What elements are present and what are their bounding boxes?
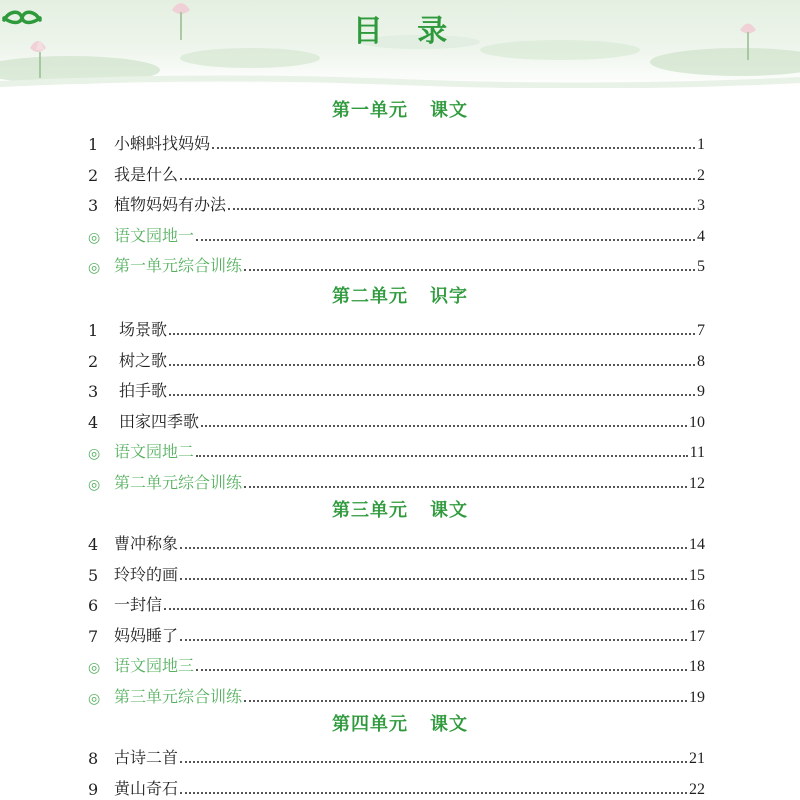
circle-bullet-icon: ◎: [88, 260, 101, 277]
section-type: 课文: [430, 100, 468, 121]
toc-entry[interactable]: [88, 467, 705, 493]
dot-leader: [244, 700, 687, 702]
section-heading: [0, 496, 800, 522]
entry-title: 小蝌蚪找妈妈: [114, 134, 211, 153]
entry-page-number: 17: [689, 627, 705, 645]
circle-bullet-icon: ◎: [88, 660, 101, 677]
section-heading: [0, 710, 800, 736]
toc-entry[interactable]: [88, 436, 705, 462]
entry-number: 2: [88, 165, 99, 185]
entry-number: 2: [88, 351, 99, 371]
toc-entry[interactable]: [88, 528, 705, 554]
entry-number: 1: [88, 321, 99, 340]
dot-leader: [164, 608, 687, 610]
section-heading: [0, 96, 800, 122]
toc-entry[interactable]: [88, 773, 705, 799]
section-unit: 第三单元: [332, 500, 408, 521]
dot-leader: [196, 669, 687, 671]
entry-title: 曹冲称象: [114, 534, 179, 553]
entry-number: 9: [88, 779, 99, 799]
entry-title: 第二单元综合训练: [114, 473, 243, 492]
circle-bullet-icon: ◎: [88, 229, 101, 246]
entry-page-number: 21: [689, 750, 705, 767]
entry-title: 古诗二首: [114, 748, 179, 767]
entry-number: 8: [88, 749, 99, 768]
section-type: 课文: [430, 714, 468, 735]
entry-number: 4: [88, 535, 99, 554]
entry-page-number: 8: [697, 352, 705, 370]
entry-title: 黄山奇石: [114, 778, 179, 798]
toc-entry[interactable]: [88, 589, 705, 615]
section-unit: 第四单元: [332, 714, 408, 735]
toc-entry[interactable]: [88, 620, 705, 646]
entry-number: 5: [88, 565, 99, 585]
toc-entry[interactable]: [88, 406, 705, 432]
entry-page-number: 10: [689, 413, 705, 431]
dot-leader: [212, 147, 695, 149]
dot-leader: [196, 455, 688, 457]
entry-page-number: 18: [689, 658, 705, 676]
dot-leader: [244, 269, 695, 271]
toc-entry[interactable]: [88, 314, 705, 340]
section-type: 识字: [430, 286, 468, 307]
circle-bullet-icon: ◎: [88, 446, 101, 463]
toc-entry[interactable]: [88, 650, 705, 676]
entry-title: 拍手歌: [119, 381, 168, 401]
entry-title: 场景歌: [119, 320, 168, 339]
entry-title: 第三单元综合训练: [114, 687, 243, 706]
dot-leader: [228, 208, 695, 210]
entry-page-number: 3: [697, 197, 705, 215]
dot-leader: [201, 425, 687, 427]
entry-number: 1: [88, 135, 99, 154]
entry-page-number: 12: [689, 475, 705, 492]
dot-leader: [180, 178, 695, 180]
toc-entry[interactable]: [88, 559, 705, 585]
toc-entry[interactable]: [88, 159, 705, 185]
dot-leader: [244, 486, 687, 488]
entry-title: 语文园地三: [114, 656, 195, 676]
section-unit: 第二单元: [332, 286, 408, 307]
dot-leader: [180, 639, 687, 641]
entry-title: 田家四季歌: [119, 411, 200, 431]
entry-number: 3: [88, 382, 99, 402]
toc-entry[interactable]: [88, 250, 705, 276]
entry-title: 语文园地二: [114, 442, 195, 462]
entry-title: 一封信: [114, 595, 163, 615]
dot-leader: [169, 394, 695, 396]
entry-title: 第一单元综合训练: [114, 256, 243, 276]
entry-title: 植物妈妈有办法: [114, 195, 227, 215]
dot-leader: [169, 364, 695, 366]
dot-leader: [180, 578, 687, 580]
entry-title: 我是什么: [114, 164, 179, 184]
section-type: 课文: [430, 500, 468, 521]
entry-title: 树之歌: [119, 350, 168, 370]
toc-entry[interactable]: [88, 128, 705, 154]
dot-leader: [180, 547, 687, 549]
dot-leader: [180, 792, 687, 794]
dot-leader: [196, 239, 695, 241]
entry-number: 4: [88, 412, 99, 432]
dot-leader: [169, 333, 695, 335]
entry-number: 7: [88, 626, 99, 646]
entry-page-number: 9: [697, 383, 705, 401]
circle-bullet-icon: ◎: [88, 477, 101, 493]
entry-page-number: 11: [689, 444, 705, 462]
toc-entry[interactable]: [88, 345, 705, 371]
entry-title: 玲玲的画: [114, 564, 179, 584]
entry-page-number: 22: [689, 780, 705, 798]
entry-title: 妈妈睡了: [114, 625, 179, 645]
circle-bullet-icon: ◎: [88, 691, 101, 707]
toc-entry[interactable]: [88, 375, 705, 401]
section-unit: 第一单元: [332, 100, 408, 121]
entry-number: 6: [88, 596, 99, 616]
entry-page-number: 7: [697, 322, 705, 339]
entry-number: 3: [88, 196, 99, 216]
entry-page-number: 15: [689, 566, 705, 584]
entry-page-number: 2: [697, 166, 705, 184]
entry-page-number: 1: [697, 136, 705, 153]
entry-page-number: 19: [689, 689, 705, 706]
section-heading: [0, 282, 800, 308]
toc-entry[interactable]: [88, 742, 705, 768]
entry-page-number: 14: [689, 536, 705, 553]
page-title: 目 录: [352, 14, 460, 49]
entry-page-number: 4: [697, 227, 705, 245]
toc-entry[interactable]: [88, 189, 705, 215]
toc-entry[interactable]: [88, 220, 705, 246]
entry-page-number: 16: [689, 597, 705, 615]
entry-title: 语文园地一: [114, 225, 195, 245]
toc-entry[interactable]: [88, 681, 705, 707]
dot-leader: [180, 761, 687, 763]
entry-page-number: 5: [697, 258, 705, 276]
